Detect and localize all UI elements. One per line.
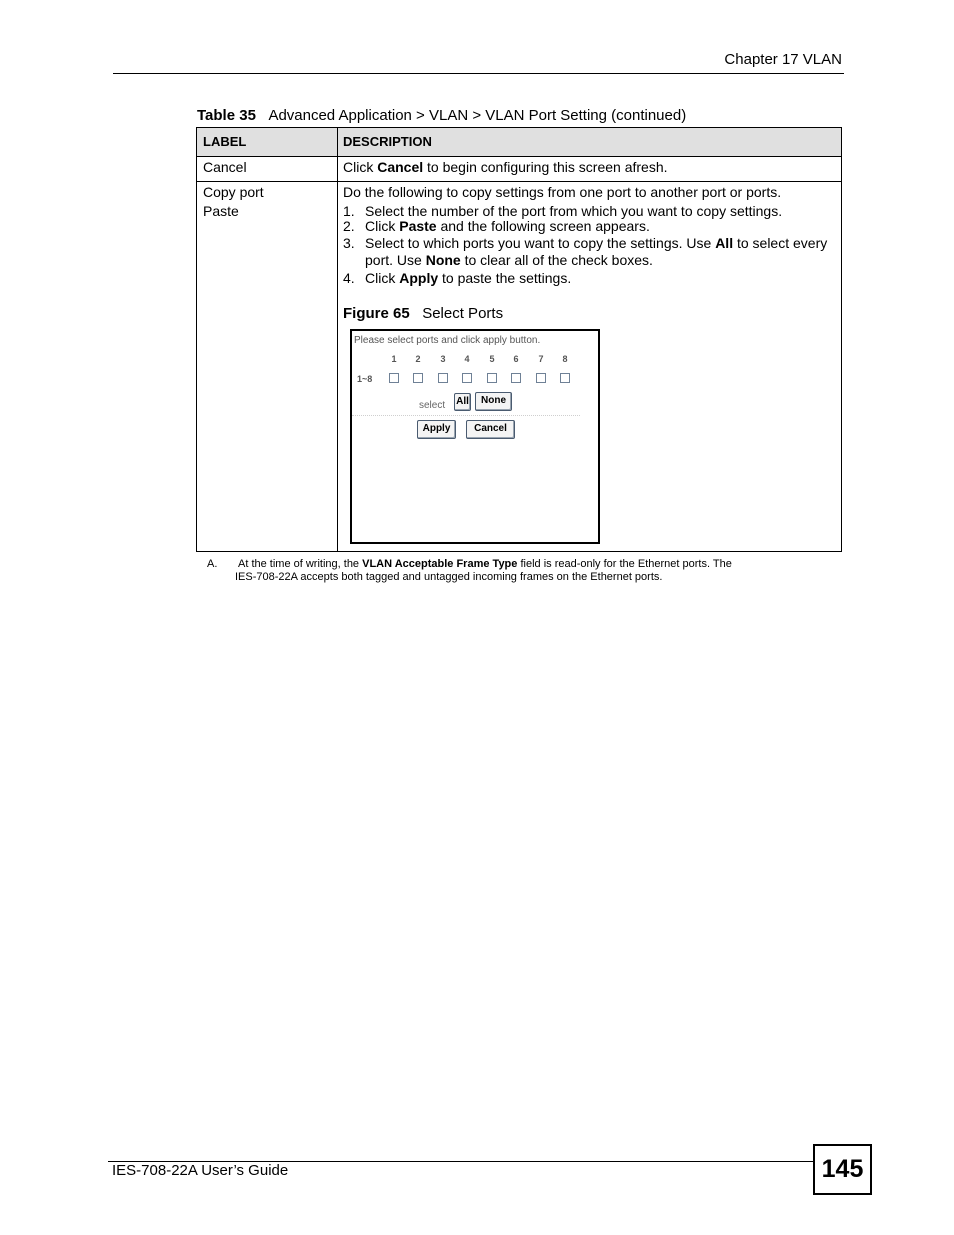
step-text <box>365 235 827 251</box>
step-text-part: Click <box>365 270 400 286</box>
row-divider <box>197 181 841 182</box>
footnote-letter: A. <box>207 558 218 570</box>
desc-text: to begin configuring this screen afresh. <box>423 159 668 175</box>
port-number: 5 <box>489 354 495 364</box>
desc-bold: Cancel <box>377 159 424 175</box>
step-text-part: to paste the settings. <box>438 270 572 286</box>
port-8-checkbox[interactable] <box>560 373 570 383</box>
step-number: 4. <box>343 270 355 286</box>
port-1-checkbox[interactable] <box>389 373 399 383</box>
select-ports-screenshot <box>350 329 600 544</box>
port-6-checkbox[interactable] <box>511 373 521 383</box>
desc-text: Click <box>343 159 378 175</box>
port-number: 3 <box>440 354 446 364</box>
step-text-bold: All <box>715 235 734 251</box>
port-2-checkbox[interactable] <box>413 373 423 383</box>
row-paste-label: Paste <box>203 203 239 219</box>
figure-caption-label: Figure 65 <box>343 305 410 322</box>
port-number: 4 <box>464 354 470 364</box>
page-number: 145 <box>813 1144 872 1195</box>
step-number: 3. <box>343 235 355 251</box>
footnote-part: field is read-only for the Ethernet ports. The <box>517 558 732 570</box>
table-header-row <box>197 128 841 157</box>
port-row-label: 1~8 <box>357 374 373 384</box>
column-header-description: DESCRIPTION <box>343 134 432 149</box>
figure-caption <box>343 305 503 322</box>
chapter-header: Chapter 17 VLAN <box>724 51 842 68</box>
header-rule <box>113 73 844 74</box>
cancel-button[interactable]: Cancel <box>466 420 515 439</box>
column-divider <box>337 128 338 551</box>
apply-button[interactable]: Apply <box>417 420 456 439</box>
step-text-part: and the following screen appears. <box>436 218 650 234</box>
guide-title: IES-708-22A User’s Guide <box>112 1162 289 1179</box>
table-caption-title: Advanced Application > VLAN > VLAN Port Setting (continued) <box>268 107 687 124</box>
select-none-button[interactable]: None <box>475 392 512 411</box>
port-number: 6 <box>513 354 519 364</box>
footnote-bold: VLAN Acceptable Frame Type <box>362 558 518 570</box>
vlan-port-setting-table <box>196 127 842 552</box>
column-header-label: LABEL <box>203 134 247 149</box>
table-caption-label: Table 35 <box>197 107 256 124</box>
step-text <box>365 218 650 234</box>
select-ports-prompt: Please select ports and click apply button. <box>354 335 541 346</box>
figure-caption-title: Select Ports <box>422 305 504 322</box>
port-number: 2 <box>415 354 421 364</box>
step-text-part: Click <box>365 218 400 234</box>
row-copy-intro: Do the following to copy settings from one port to another port or ports. <box>343 184 782 200</box>
port-7-checkbox[interactable] <box>536 373 546 383</box>
port-number: 1 <box>391 354 397 364</box>
footnote-text <box>238 558 838 571</box>
step-text <box>365 270 571 286</box>
step-text-part: Select to which ports you want to copy the settings. Use <box>365 235 716 251</box>
footnote-part: At the time of writing, the <box>238 558 363 570</box>
step-text-part: port. Use <box>365 252 426 268</box>
step-text: Select the number of the port from which you want to copy settings. <box>365 203 783 219</box>
step-text-part: to clear all of the check boxes. <box>460 252 653 268</box>
port-5-checkbox[interactable] <box>487 373 497 383</box>
footnote-text-line2: IES-708-22A accepts both tagged and untagged incoming frames on the Ethernet ports. <box>235 571 663 583</box>
select-all-button[interactable]: All <box>454 393 471 411</box>
row-cancel-label: Cancel <box>203 159 247 175</box>
port-number: 8 <box>562 354 568 364</box>
port-number: 7 <box>538 354 544 364</box>
step-number: 1. <box>343 203 355 219</box>
step-number: 2. <box>343 218 355 234</box>
divider <box>352 415 580 416</box>
step-text-continued <box>365 252 653 268</box>
port-4-checkbox[interactable] <box>462 373 472 383</box>
step-text-bold: Paste <box>399 218 437 234</box>
row-cancel-description <box>343 159 668 175</box>
port-3-checkbox[interactable] <box>438 373 448 383</box>
table-caption <box>197 107 686 124</box>
row-copy-port-label: Copy port <box>203 184 264 200</box>
select-label: select <box>419 400 446 411</box>
step-text-bold: Apply <box>399 270 439 286</box>
step-text-bold: None <box>425 252 461 268</box>
step-text-part: to select every <box>733 235 828 251</box>
